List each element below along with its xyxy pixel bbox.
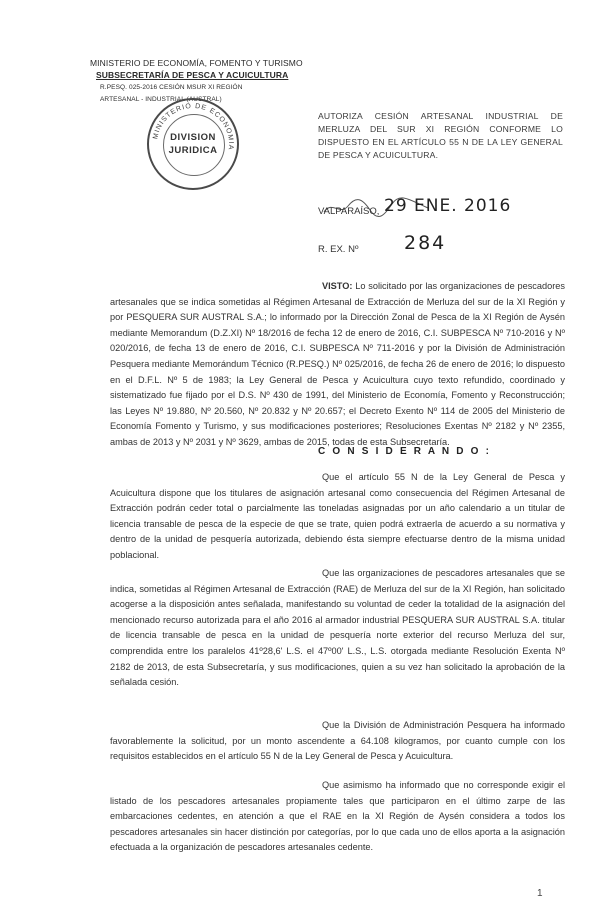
rex-number: 284 [404,232,447,254]
reference-line-2: ARTESANAL - INDUSTRIAL (AUSTRAL) [100,96,222,103]
page-number: 1 [537,888,543,899]
reference-line: R.PESQ. 025-2016 CESIÓN MSUR XI REGIÓN [100,84,243,91]
place-label: VALPARAÍSO, [318,206,380,217]
considerando-text-4: Que asimismo ha informado que no corresponde exigir el listado de los pescadores artesanales propiamente tales que participaron en el último zarpe de las embarcaciones cedentes, en atención a que el RAE en la XI Región de Aysén considera a todos los pescadores artesanales sin hacer distinción por categorías, por lo que cada uno de ellos aporta a la asignación efectuada a la organización de pescadores artesanales cedente. [110,780,565,853]
considerando-paragraph-2 [110,566,565,691]
considerando-paragraph-4 [110,778,565,856]
rex-label: R. EX. Nº [318,244,359,255]
considerando-heading: C O N S I D E R A N D O : [318,446,492,457]
considerando-text-2: Que las organizaciones de pescadores artesanales que se indica, sometidas al Régimen Artesanal de Extracción (RAE) de Merluza del sur de la XI Región, han solicitado acogerse a la disposición antes señalada, manifestando su voluntad de ceder la totalidad de la asignación del mencionado recurso autorizada para el año 2016 al armador industrial PESQUERA SUR AUSTRAL S.A. titular de licencia transable de pesca en la unidad de pesquería norte exterior del recurso Merluza del sur, comprendida entre los paralelos 41º28,6' L.S. el 47º00' L.S., L.S. otorgada mediante Resolución Exenta Nº 2182 de 2013, de esta Subsecretaría, y sus modificaciones, quien a su vez han solicitado la aprobación de la señalada cesión. [110,568,565,688]
visto-text: Lo solicitado por las organizaciones de pescadores artesanales que se indica sometidas al Régimen Artesanal de Extracción de Merluza del sur de la XI Región y por PESQUERA SUR AUSTRAL S.A.; lo informado por la Dirección Zonal de Pesca de la XI Región de Aysén mediante Memorandum (D.Z.XI) Nº 18/2016 de fecha 12 de enero de 2016, C.I. SUBPESCA Nº 710-2016 y Nº 020/2016, de fecha 13 de enero de 2016, C.I. SUBPESCA Nº 711-2016 y por la División de Administración Pesquera mediante Memorándum Técnico (R.PESQ.) Nº 025/2016, de fecha 26 de enero de 2016; lo dispuesto en el D.F.L. Nº 5 de 1983; la Ley General de Pesca y Acuicultura cuyo texto refundido, coordinado y sistematizado fue fijado por el D.S. Nº 430 de 1991, del Ministerio de Economía, Fomento y Reconstrucción; las Leyes Nº 19.880, Nº 20.560, Nº 20.832 y Nº 20.657; el Decreto Exento Nº 114 de 2005 del Ministerio de Economía Fomento y Turismo, y sus modificaciones posteriores; Resoluciones Exentas Nº 2182 y Nº 2355, ambas de 2013 y Nº 2031 y Nº 3629, ambas de 2015, todas de esta Subsecretaría. [110,281,565,447]
stamp-line-2: JURIDICA [168,145,218,156]
considerando-text-1: Que el artículo 55 N de la Ley General de Pesca y Acuicultura dispone que los titulares de asignación artesanal como consecuencia del Régimen Artesanal de Extracción podrán ceder total o parcialmente las toneladas asignadas por un año calendario a un titular de licencia transable de pesca de la especie de que se trate, quien podrá extraerla de acuerdo a su normativa y dentro de la unidad de pesquería autorizada, debiendo ésta siempre efectuarse dentro de la misma unidad poblacional. [110,472,565,560]
subsecretaria-header: SUBSECRETARÍA DE PESCA Y ACUICULTURA [96,70,289,80]
considerando-text-3: Que la División de Administración Pesquera ha informado favorablemente la solicitud, por un monto ascendente a 64.108 kilogramos, por cuanto cumple con los requisitos establecidos en el artículo 55 N de la Ley General de Pesca y Acuicultura. [110,720,565,762]
considerando-paragraph-3 [110,718,565,765]
ministry-header: MINISTERIO DE ECONOMÍA, FOMENTO Y TURISMO [90,58,303,68]
visto-paragraph [110,279,565,451]
considerando-paragraph-1 [110,470,565,564]
resolution-title: AUTORIZA CESIÓN ARTESANAL INDUSTRIAL DE MERLUZA DEL SUR XI REGIÓN CONFORME LO DISPUESTO EN EL ARTÍCULO 55 N DE LA LEY GENERAL DE PESCA Y ACUICULTURA. [318,111,563,160]
visto-label: VISTO: [322,281,353,291]
stamp-ring-text: MINISTERIO DE ECONOMIA [152,102,235,151]
division-juridica-stamp [147,98,239,190]
stamp-line-1: DIVISION [170,132,216,143]
handwritten-date: 29 ENE. 2016 [384,196,512,216]
